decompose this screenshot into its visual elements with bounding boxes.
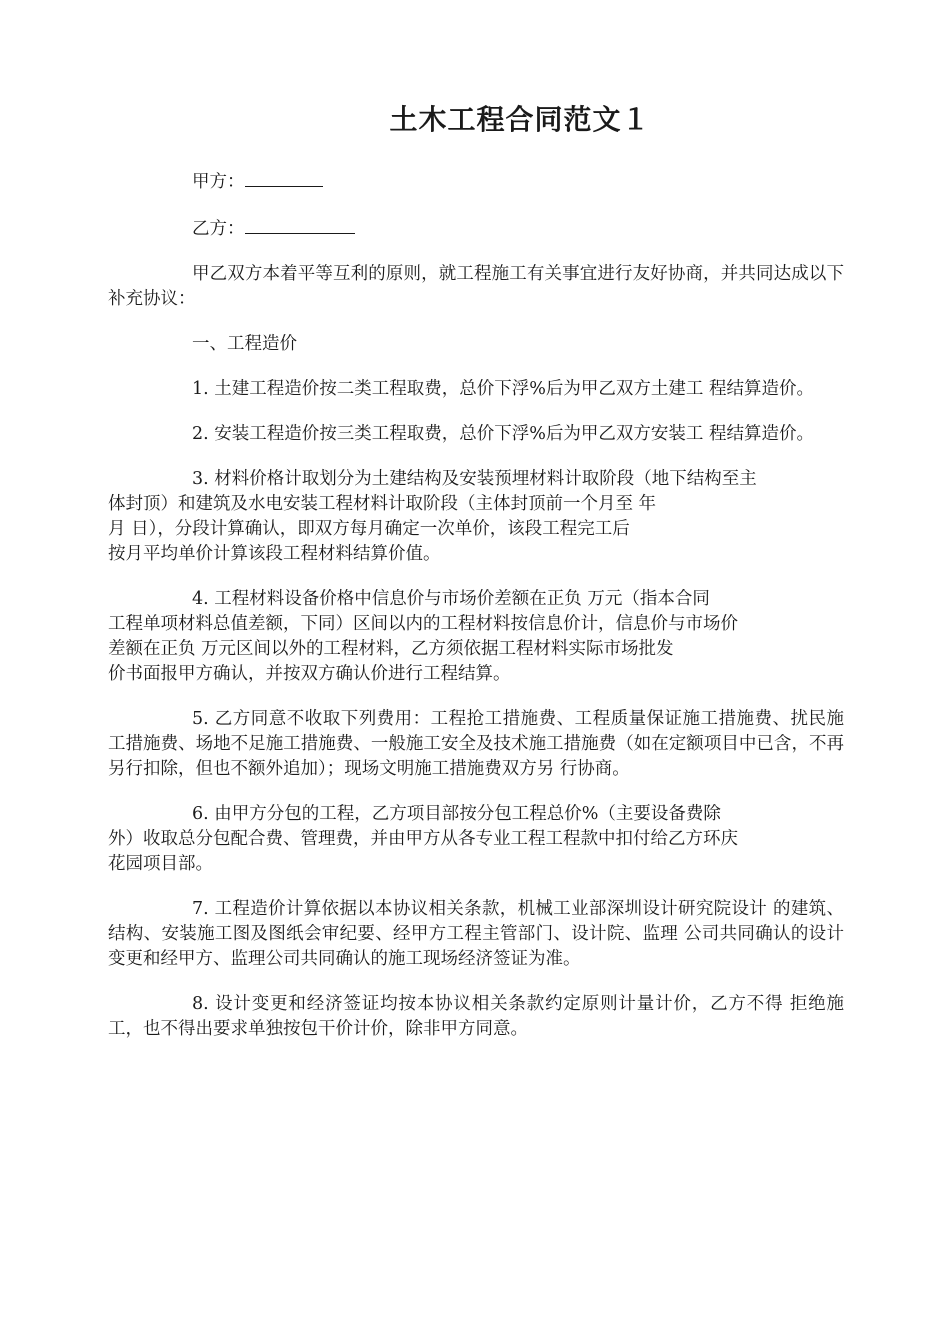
clause-6-line: 6. 由甲方分包的工程，乙方项目部按分包工程总价%（主要设备费除 <box>192 804 721 824</box>
clause-3-line: 按月平均单价计算该段工程材料结算价值。 <box>108 544 441 564</box>
clause-7: 7. 工程造价计算依据以本协议相关条款，机械工业部深圳设计研究院设计 的建筑、结构、安装施工图及图纸会审纪要、经甲方工程主管部门、设计院、监理 公司共同确认的设计变更和经甲方、监理公司共同确认的施工现场经济签证为准。 <box>108 899 844 969</box>
clause-8: 8. 设计变更和经济签证均按本协议相关条款约定原则计量计价，乙方不得 拒绝施工，也不得出要求单独按包干价计价，除非甲方同意。 <box>108 994 844 1039</box>
party-a-blank <box>245 168 323 187</box>
intro-paragraph: 甲乙双方本着平等互利的原则，就工程施工有关事宜进行友好协商，并共同达成以下补充协议： <box>108 264 844 309</box>
clause-6-line: 外）收取总分包配合费、管理费，并由甲方从各专业工程工程款中扣付给乙方环庆 <box>108 829 738 849</box>
clause-2: 2. 安装工程造价按三类工程取费，总价下浮%后为甲乙双方安装工 程结算造价。 <box>192 424 814 444</box>
party-b-label: 乙方： <box>192 219 245 239</box>
clause-3-line: 月 日），分段计算确认，即双方每月确定一次单价，该段工程完工后 <box>108 519 630 539</box>
clause-4-line: 价书面报甲方确认，并按双方确认价进行工程结算。 <box>108 664 511 684</box>
clause-6-line: 花园项目部。 <box>108 854 213 874</box>
document-body <box>108 168 844 1062</box>
clause-4 <box>108 587 844 687</box>
party-b-blank <box>245 215 355 234</box>
clause-4-line: 差额在正负 万元区间以外的工程材料，乙方须依据工程材料实际市场批发 <box>108 639 674 659</box>
party-b-line <box>108 215 844 242</box>
clause-4-line: 4. 工程材料设备价格中信息价与市场价差额在正负 万元（指本合同 <box>192 589 710 609</box>
clause-5: 5. 乙方同意不收取下列费用：工程抢工措施费、工程质量保证施工措施费、扰民施工措施费、场地不足施工措施费、一般施工安全及技术施工措施费（如在定额项目中已含，不再另行扣除，但也不额外追加）；现场文明施工措施费双方另 行协商。 <box>108 709 844 779</box>
clause-3 <box>108 467 844 567</box>
clause-1: 1. 土建工程造价按二类工程取费，总价下浮%后为甲乙双方土建工 程结算造价。 <box>192 379 814 399</box>
party-a-label: 甲方： <box>192 172 245 192</box>
clause-3-line: 体封顶）和建筑及水电安装工程材料计取阶段（主体封顶前一个月至 年 <box>108 494 657 514</box>
clause-3-line: 3. 材料价格计取划分为土建结构及安装预埋材料计取阶段（地下结构至主 <box>192 469 757 489</box>
section-heading: 一、工程造价 <box>192 334 297 354</box>
document-title: 土木工程合同范文１ <box>389 103 651 136</box>
clause-4-line: 工程单项材料总值差额，下同）区间以内的工程材料按信息价计，信息价与市场价 <box>108 614 738 634</box>
clause-6 <box>108 802 844 877</box>
party-a-line <box>108 168 844 195</box>
